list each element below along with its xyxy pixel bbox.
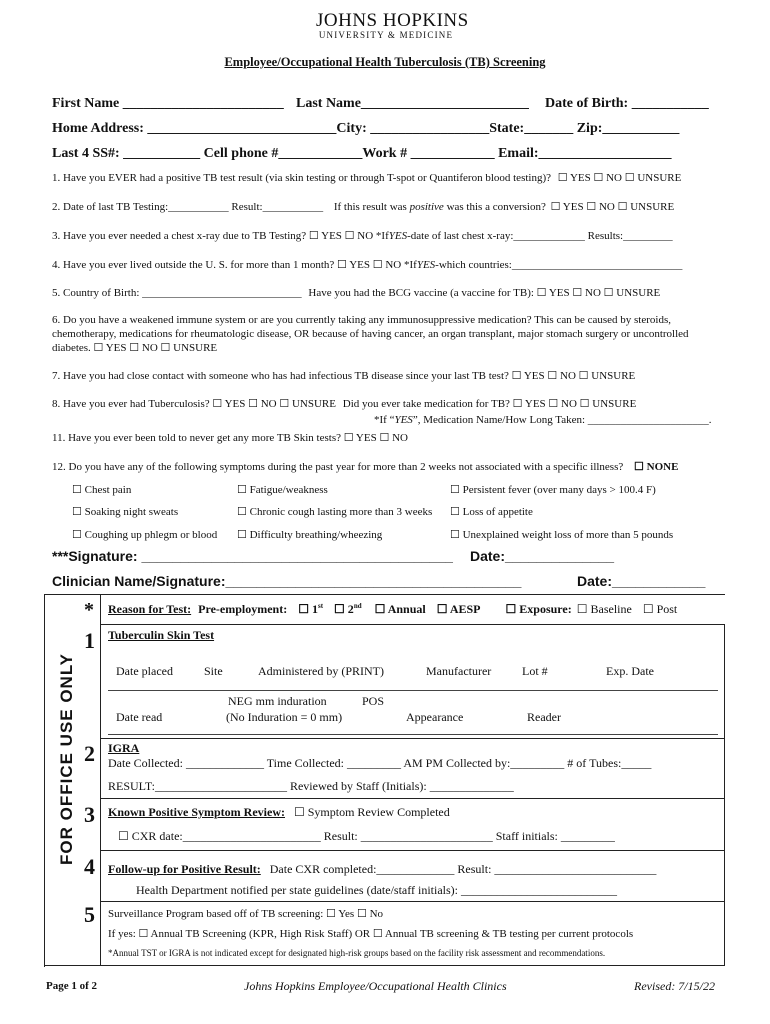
office-use-side-label: FOR OFFICE USE ONLY [57,652,76,865]
divider-reason [100,624,724,625]
logo [316,10,469,40]
q6-line3[interactable]: diabetes. ☐ YES ☐ NO ☐ UNSURE [52,342,218,354]
question-12 [52,460,678,473]
tst-no-induration: (No Induration = 0 mm) [226,710,343,724]
symptom-fever[interactable]: ☐ Persistent fever (over many days > 100.4 F) [450,484,656,496]
question-5 [52,286,660,299]
logo-line1: JOHNS HOPKINS [316,10,469,31]
q12-none[interactable]: ☐ NONE [634,461,679,473]
reason-baseline[interactable]: ☐ Baseline [576,602,632,616]
q1-options[interactable]: ☐ YES ☐ NO ☐ UNSURE [557,172,682,184]
tst-administered: Administered by (PRINT) [258,664,384,678]
reason-row [108,602,677,617]
q4-text-c[interactable]: -which countries:_______________________________ [435,259,683,271]
q8-note-c: ”, Medication Name/How Long Taken: ______________________. [412,414,712,426]
first-name-field[interactable]: First Name _______________________ [52,96,284,111]
q5-country[interactable]: 5. Country of Birth: _____________________________ [52,287,302,299]
question-8 [52,397,636,410]
q8-note-yes: YES [394,414,413,426]
footer-page-number: Page 1 of 2 [46,980,98,992]
question-4 [52,258,682,271]
symptom-breathing[interactable]: ☐ Difficulty breathing/wheezing [237,529,383,541]
section-4-number: 4 [84,854,95,879]
page-title: Employee/Occupational Health Tuberculosis (TB) Screening [224,55,546,69]
signature-date-field[interactable]: Date:______________ [470,548,615,564]
section-1-number: 1 [84,628,95,653]
surveillance-row[interactable]: Surveillance Program based off of TB screening: ☐ Yes ☐ No [108,908,384,920]
q2-text-b: If this result was [333,201,407,213]
home-address-field[interactable]: Home Address: ___________________________City: _________________State:_______ Zip:___________ [52,121,680,136]
q2-text-d: was this a conversion? [446,201,546,213]
surveillance-note: *Annual TST or IGRA is not indicated except for designated high-risk groups based on the facility risk assessment and recommendations. [108,948,606,958]
question-3 [52,229,673,242]
q4-text-a[interactable]: 4. Have you ever lived outside the U. S. for more than 1 month? ☐ YES ☐ NO *If [52,259,417,271]
clinician-date-field[interactable]: Date:____________ [577,573,706,589]
followup-title: Follow-up for Positive Result: [108,862,261,876]
section-5-number: 5 [84,902,95,927]
q1-text: 1. Have you EVER had a positive TB test result (via skin testing or through T-spot or Quantiferon blood testing)? [52,172,552,184]
section-2-number: 2 [84,741,95,766]
igra-result[interactable]: RESULT:______________________ Reviewed by Staff (Initials): ______________ [108,779,514,793]
q8-medication-name[interactable] [374,414,712,426]
reason-label: Reason for Test: [108,602,192,616]
q2-positive: positive [409,201,444,213]
q3-yes: YES [388,230,408,242]
reason-post[interactable]: ☐ Post [642,602,678,616]
q3-text-c[interactable]: -date of last chest x-ray:_____________ Results:_________ [407,230,673,242]
q12-text: 12. Do you have any of the following symptoms during the past year for more than 2 weeks not associated with a specific illness? [52,461,624,473]
reason-aesp[interactable]: ☐ AESP [436,602,481,616]
contact-row-fields[interactable]: Last 4 SS#: ___________ Cell phone #____________Work # ____________ Email:___________________ [52,146,672,161]
divider-s1 [100,738,724,739]
q4-yes: YES [416,259,436,271]
dob-field[interactable]: Date of Birth: ___________ [545,96,709,111]
logo-line2: UNIVERSITY & MEDICINE [318,30,454,40]
section-3-number: 3 [84,802,95,827]
clinician-field[interactable]: Clinician Name/Signature:______________________________________ [52,573,522,589]
question-1 [52,171,681,184]
followup-row [108,862,656,877]
symptom-chronic-cough[interactable]: ☐ Chronic cough lasting more than 3 weeks [237,506,433,518]
q5-bcg[interactable]: Have you had the BCG vaccine (a vaccine for TB): ☐ YES ☐ NO ☐ UNSURE [308,287,661,299]
footer-clinic: Johns Hopkins Employee/Occupational Health Clinics [244,979,507,993]
tst-exp-date: Exp. Date [606,664,654,678]
divider-s4 [100,901,724,902]
reason-first[interactable]: ☐ 1st [298,602,324,616]
symptom-appetite[interactable]: ☐ Loss of appetite [450,506,533,518]
igra-title: IGRA [108,741,140,755]
igra-collection[interactable]: Date Collected: _____________ Time Collected: _________ AM PM Collected by:_________ # of Tubes:_____ [108,756,652,770]
q2-date-result[interactable]: 2. Date of last TB Testing:___________ Result:___________ [52,201,324,213]
divider-s3 [100,850,724,851]
tst-site: Site [204,664,223,678]
office-right-border [724,624,725,966]
tst-pos: POS [362,694,385,708]
question-7[interactable]: 7. Have you had close contact with someone who has had infectious TB disease since your last TB test? ☐ YES ☐ NO ☐ UNSURE [52,370,636,382]
symptom-fatigue[interactable]: ☐ Fatigue/weakness [237,484,328,496]
symptom-review-title: Known Positive Symptom Review: [108,805,285,819]
divider-s5 [44,965,724,966]
symptom-night-sweats[interactable]: ☐ Soaking night sweats [72,506,179,518]
tst-date-placed: Date placed [116,664,173,678]
tst-read-line[interactable] [108,734,718,735]
tst-appearance: Appearance [406,710,464,724]
office-star: * [84,599,94,621]
health-dept-row[interactable]: Health Department notified per state guidelines (date/staff initials): __________________________ [136,883,618,897]
reason-second[interactable]: ☐ 2nd [334,602,362,616]
symptom-review-row [108,805,450,820]
symptom-phlegm[interactable]: ☐ Coughing up phlegm or blood [72,529,218,541]
surveillance-options[interactable]: If yes: ☐ Annual TB Screening (KPR, High Risk Staff) OR ☐ Annual TB screening & TB testing per current protocols [108,928,634,940]
tst-date-read: Date read [116,710,163,724]
cxr-row[interactable]: ☐ CXR date:_______________________ Result: ______________________ Staff initials: _________ [118,829,615,843]
reason-pre: Pre-employment: [198,602,288,616]
tst-reader: Reader [527,710,561,724]
tst-manufacturer: Manufacturer [426,664,492,678]
reason-annual[interactable]: ☐ Annual [374,602,426,616]
q3-text-a[interactable]: 3. Have you ever needed a chest x-ray due to TB Testing? ☐ YES ☐ NO *If [52,230,389,242]
question-6 [52,313,689,355]
signature-field[interactable]: ***Signature: ________________________________________ [52,548,453,564]
tst-title: Tuberculin Skin Test [108,628,215,642]
question-2 [52,200,674,213]
symptom-review-completed[interactable]: ☐ Symptom Review Completed [294,805,450,819]
last-name-field[interactable]: Last Name________________________ [296,96,529,111]
tst-placed-line[interactable] [108,690,718,691]
q6-line1: 6. Do you have a weakened immune system or are you currently taking any immunosuppressive medication? This can be caused by steroids, [52,314,671,326]
question-11[interactable]: 11. Have you ever been told to never get any more TB Skin tests? ☐ YES ☐ NO [52,432,408,444]
symptom-weight-loss[interactable]: ☐ Unexplained weight loss of more than 5 pounds [450,529,674,541]
tst-neg: NEG mm induration [228,694,327,708]
footer-revised: Revised: 7/15/22 [634,979,715,993]
q8-medication[interactable]: Did you ever take medication for TB? ☐ YES ☐ NO ☐ UNSURE [342,398,637,410]
office-left-column-divider [100,595,101,966]
q8-tb-history[interactable]: 8. Have you ever had Tuberculosis? ☐ YES ☐ NO ☐ UNSURE [52,398,336,410]
q2-options[interactable]: ☐ YES ☐ NO ☐ UNSURE [550,201,675,213]
followup-cxr[interactable]: Date CXR completed:_____________ Result: ___________________________ [269,862,657,876]
reason-exposure[interactable]: ☐ Exposure: [505,602,572,616]
divider-s2 [100,798,724,799]
q8-note-a: *If “ [374,414,395,426]
symptom-chest-pain[interactable]: ☐ Chest pain [72,484,132,496]
q6-line2: chemotherapy, medications for rheumatologic disease, OR because of having cancer, an organ transplant, major stomach surgery or uncontrolled [52,328,689,340]
tst-lot: Lot # [522,664,548,678]
